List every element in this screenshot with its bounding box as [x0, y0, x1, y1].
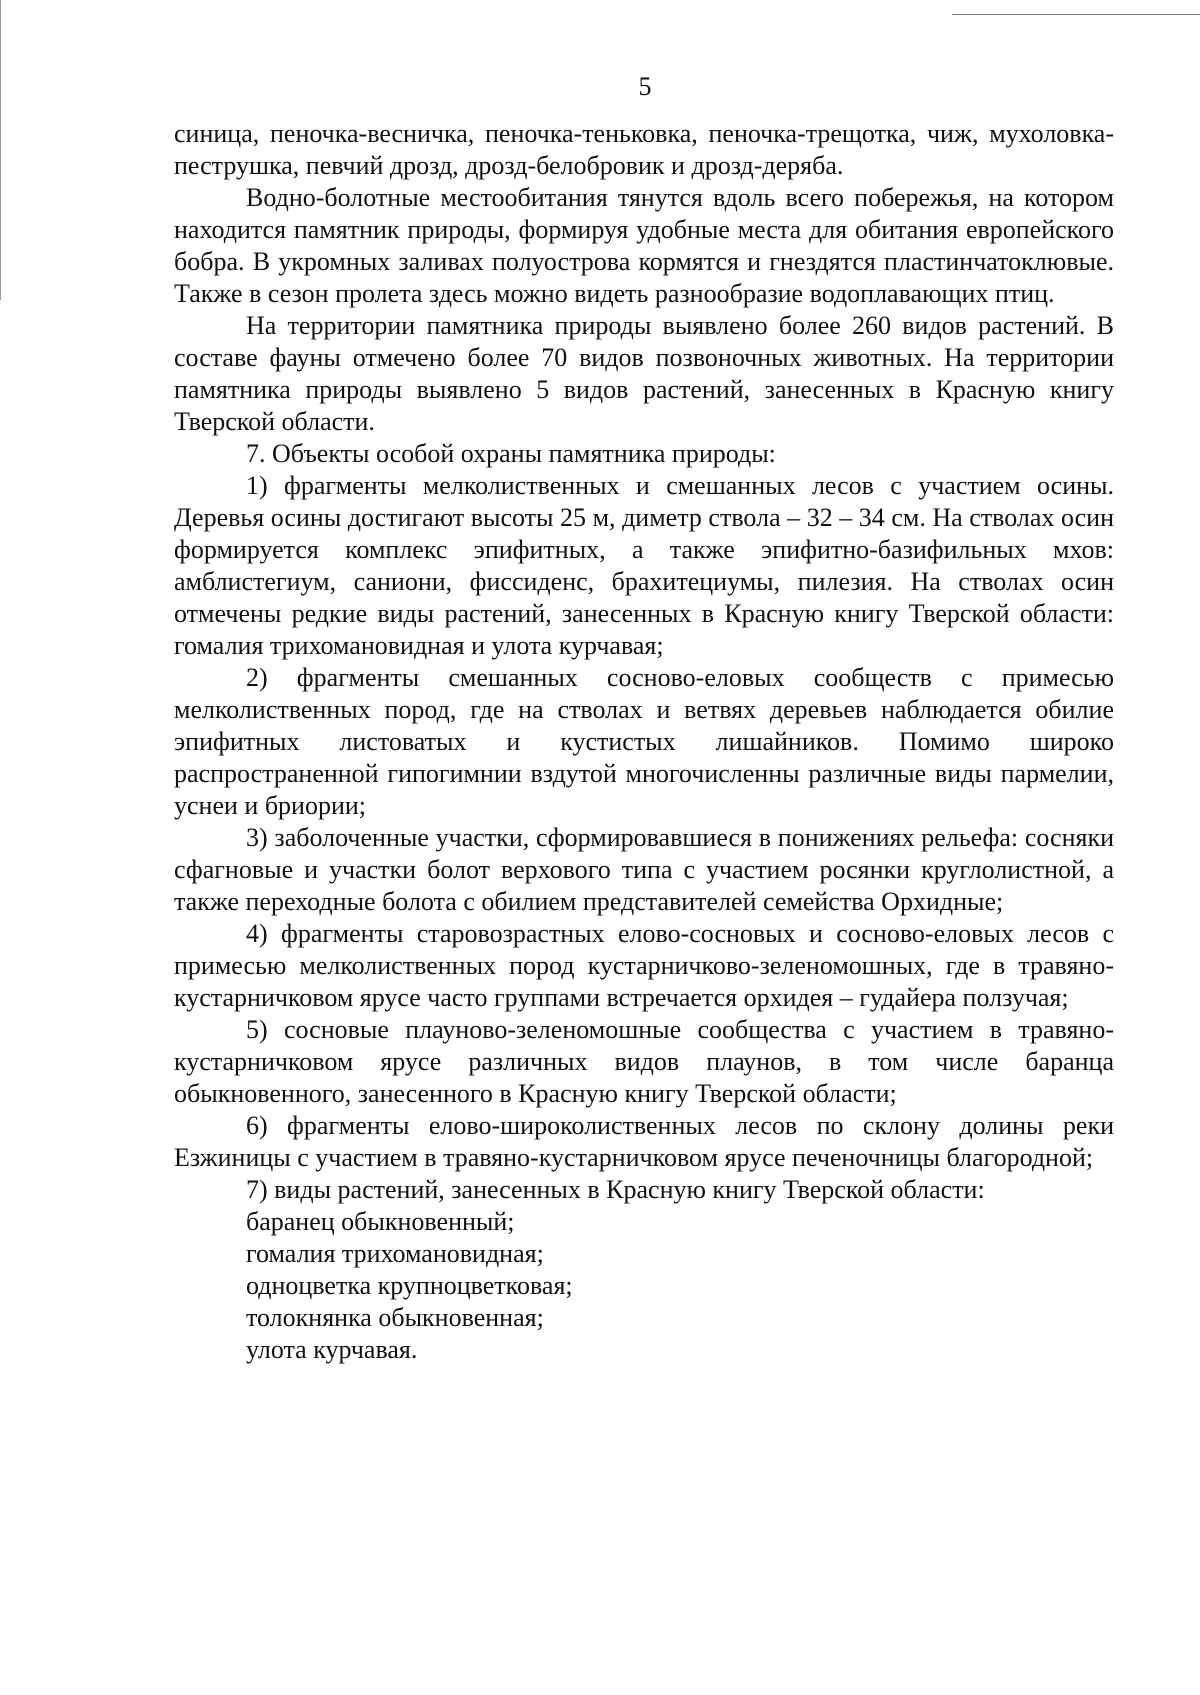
species-list-item: улота курчавая. — [246, 1335, 418, 1364]
list-item-5: 5) сосновые плауново-зеленомошные сообщества с участием в травяно-кустарничковом ярусе различных видов плаунов, в том числе баранца обыкновенного, занесенного в Красную книгу Тверской области; — [174, 1015, 1114, 1108]
list-item-1: 1) фрагменты мелколиственных и смешанных лесов с участием осины. Деревья осины достигают высоты 25 м, диметр ствола – 32 – 34 см. На стволах осин формируется комплекс эпифитных, а также эпифитно-базифильных мхов: амблистегиум, саниони, фиссиденс, брахитециумы, пилезия. На стволах осин отмечены редкие виды растений, занесенных в Красную книгу Тверской области: гомалия трихомановидная и улота курчавая; — [174, 471, 1114, 660]
paragraph-species-counts: На территории памятника природы выявлено более 260 видов растений. В составе фауны отмечено более 70 видов позвоночных животных. На территории памятника природы выявлено 5 видов растений, занесенных в Красную книгу Тверской области. — [174, 311, 1114, 436]
section-heading-protected-objects: 7. Объекты особой охраны памятника природы: — [246, 439, 776, 468]
list-item-3: 3) заболоченные участки, сформировавшиеся в понижениях рельефа: сосняки сфагновые и участки болот верхового типа с участием росянки круглолистной, а также переходные болота с обилием представителей семейства Орхидные; — [174, 823, 1114, 916]
list-item-4: 4) фрагменты старовозрастных елово-сосновых и сосново-еловых лесов с примесью мелколиственных пород кустарничково-зеленомошных, где в травяно-кустарничковом ярусе часто группами встречается орхидея – гудайера ползучая; — [174, 919, 1114, 1012]
list-item-7: 7) виды растений, занесенных в Красную книгу Тверской области: — [246, 1175, 985, 1204]
paragraph-bird-list-continuation: синица, пеночка-весничка, пеночка-теньковка, пеночка-трещотка, чиж, мухоловка-пеструшка, певчий дрозд, дрозд-белобровик и дрозд-деряба. — [174, 119, 1114, 180]
species-list-item: одноцветка крупноцветковая; — [246, 1271, 573, 1300]
species-list-item: гомалия трихомановидная; — [246, 1239, 544, 1268]
scan-edge-line-left — [0, 0, 1, 300]
scan-edge-line-top — [952, 14, 1200, 15]
species-list-item: баранец обыкновенный; — [246, 1207, 515, 1236]
document-body — [174, 118, 1114, 1366]
paragraph-wetland-habitats: Водно-болотные местообитания тянутся вдоль всего побережья, на котором находится памятник природы, формируя удобные места для обитания европейского бобра. В укромных заливах полуострова кормятся и гнездятся пластинчатоклювые. Также в сезон пролета здесь можно видеть разнообразие водоплавающих птиц. — [174, 183, 1114, 308]
list-item-6: 6) фрагменты елово-широколиственных лесов по склону долины реки Езжиницы с участием в травяно-кустарничковом ярусе печеночницы благородной; — [174, 1111, 1114, 1172]
species-list-item: толокнянка обыкновенная; — [246, 1303, 544, 1332]
page-number: 5 — [638, 72, 652, 101]
list-item-2: 2) фрагменты смешанных сосново-еловых сообществ с примесью мелколиственных пород, где на стволах и ветвях деревьев наблюдается обилие эпифитных листоватых и кустистых лишайников. Помимо широко распространенной гипогимнии вздутой многочисленны различные виды пармелии, уснеи и бриории; — [174, 663, 1114, 820]
